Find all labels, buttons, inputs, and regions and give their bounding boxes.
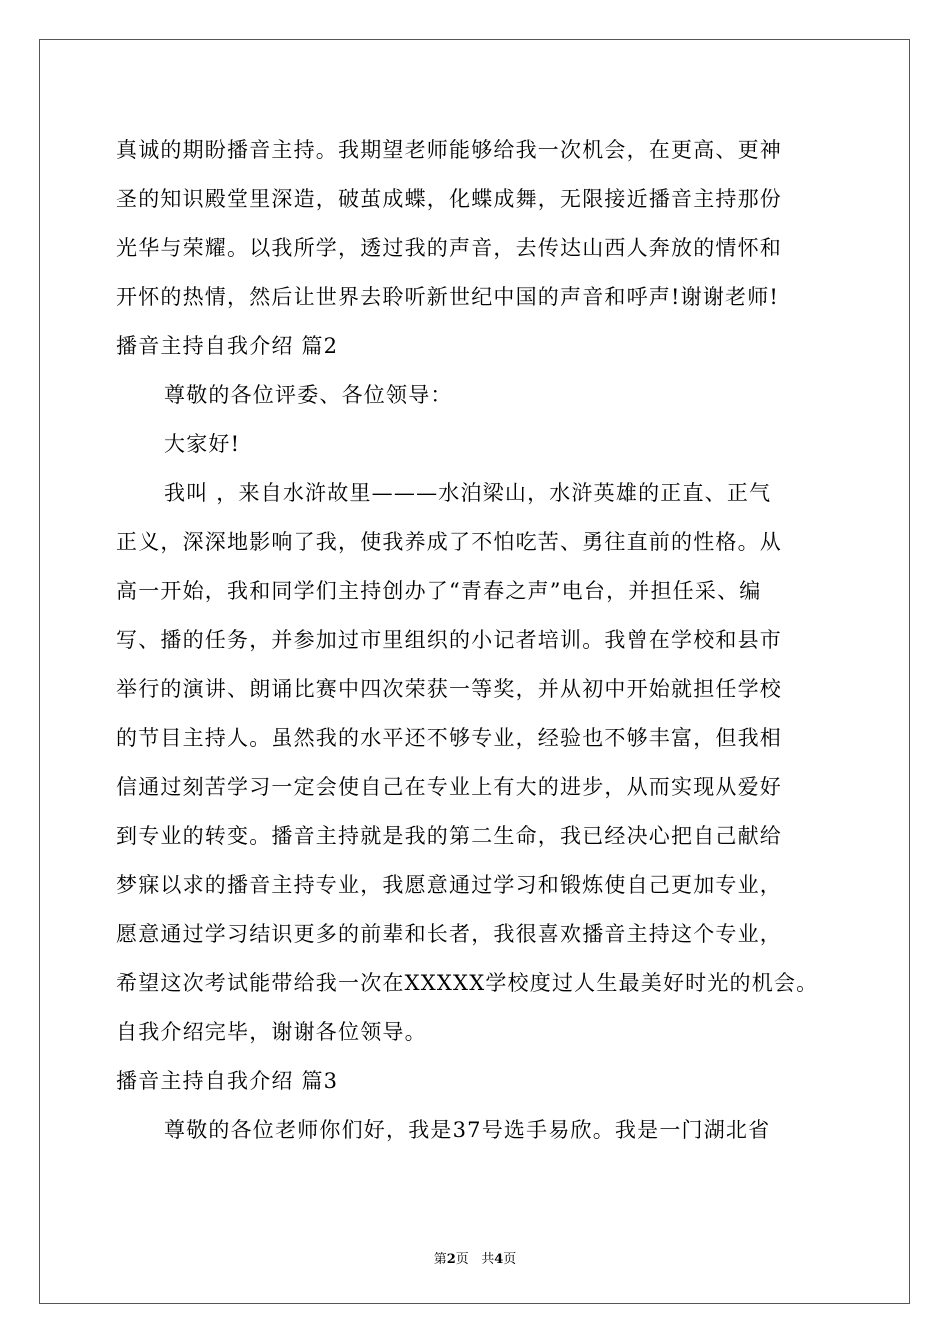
body-line-18: 希望这次考试能带给我一次在XXXXX学校度过人生最美好时光的机会。 xyxy=(116,971,819,995)
body-line-10: 高一开始，我和同学们主持创办了“青春之声”电台，并担任采、编 xyxy=(116,579,762,603)
page-prefix: 第 xyxy=(433,1252,447,1267)
document-body xyxy=(116,126,851,1155)
body-line-3: 光华与荣耀。以我所学，透过我的声音，去传达山西人奔放的情怀和 xyxy=(116,236,782,260)
page-number: 2 xyxy=(446,1252,456,1267)
body-line-15: 到专业的转变。播音主持就是我的第二生命，我已经决心把自己献给 xyxy=(116,824,782,848)
body-line-1: 真诚的期盼播音主持。我期望老师能够给我一次机会，在更高、更神 xyxy=(116,138,782,162)
total-prefix: 共 xyxy=(481,1252,495,1267)
greeting-line: 大家好! xyxy=(164,432,241,456)
body-line-16: 梦寐以求的播音主持专业，我愿意通过学习和锻炼使自己更加专业， xyxy=(116,873,782,897)
salutation-line: 尊敬的各位评委、各位领导： xyxy=(164,383,453,407)
body-line-4: 开怀的热情，然后让世界去聆听新世纪中国的声音和呼声!谢谢老师! xyxy=(116,285,780,309)
total-pages: 4 xyxy=(494,1252,504,1267)
total-suffix: 页 xyxy=(503,1252,517,1267)
section-heading-3: 播音主持自我介绍 篇3 xyxy=(116,1069,339,1093)
body-line-11: 写、播的任务，并参加过市里组织的小记者培训。我曾在学校和县市 xyxy=(116,628,782,652)
body-line-13: 的节目主持人。虽然我的水平还不够专业，经验也不够丰富，但我相 xyxy=(116,726,782,750)
body-line-14: 信通过刻苦学习一定会使自己在专业上有大的进步，从而实现从爱好 xyxy=(116,775,782,799)
page-footer xyxy=(0,1248,950,1267)
body-line-9: 正义，深深地影响了我，使我养成了不怕吃苦、勇往直前的性格。从 xyxy=(116,530,782,554)
body-line-2: 圣的知识殿堂里深造，破茧成蝶，化蝶成舞，无限接近播音主持那份 xyxy=(116,187,782,211)
body-line-8: 我叫 ，来自水浒故里———水泊梁山，水浒英雄的正直、正气 xyxy=(164,481,772,505)
section-heading-2: 播音主持自我介绍 篇2 xyxy=(116,334,339,358)
body-line-12: 举行的演讲、朗诵比赛中四次荣获一等奖，并从初中开始就担任学校 xyxy=(116,677,782,701)
body-line-17: 愿意通过学习结识更多的前辈和长者，我很喜欢播音主持这个专业， xyxy=(116,922,782,946)
body-line-21: 尊敬的各位老师你们好，我是37号选手易欣。我是一门湖北省 xyxy=(164,1118,771,1142)
body-line-19: 自我介绍完毕，谢谢各位领导。 xyxy=(116,1020,427,1044)
page-suffix: 页 xyxy=(455,1252,469,1267)
